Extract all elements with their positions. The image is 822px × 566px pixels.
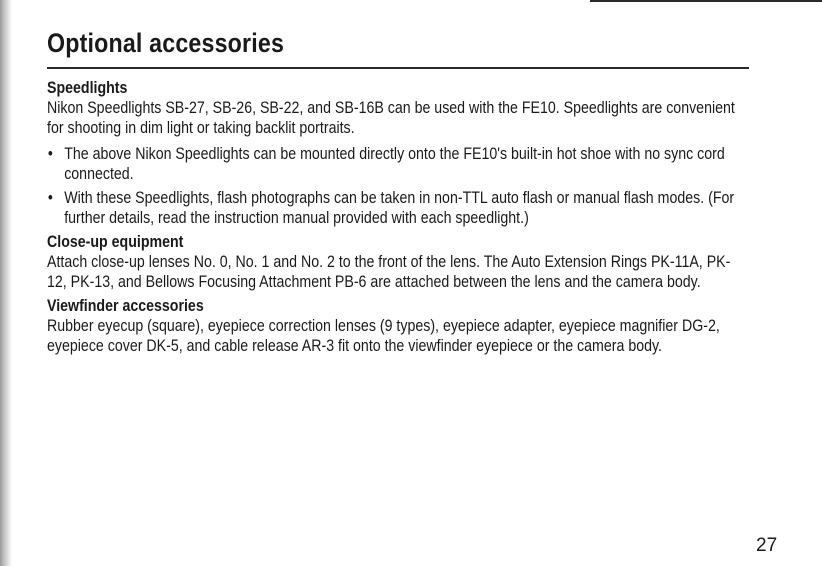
bullet-icon: • (47, 189, 53, 207)
bullet-icon: • (47, 145, 53, 163)
bullet-item (47, 188, 735, 228)
section-body-viewfinder: Rubber eyecup (square), eyepiece correction lenses (9 types), eyepiece adapter, eyepiece magnifier DG-2, eyepiece cover DK-5, and cable release AR-3 fit onto the viewfinder eyepiece or the camera body. (47, 317, 720, 355)
book-spine-shadow (0, 0, 12, 566)
section-viewfinder (47, 296, 735, 356)
section-close-up (47, 232, 735, 292)
section-body-close-up: Attach close-up lenses No. 0, No. 1 and No. 2 to the front of the lens. The Auto Extension Rings PK-11A, PK-12, PK-13, and Bellows Focusing Attachment PB-6 are attached between the lens and the camera body. (47, 253, 731, 291)
top-edge-rule (590, 0, 822, 2)
bullet-item (47, 144, 735, 184)
bullet-text: With these Speedlights, flash photographs can be taken in non-TTL auto flash or manual flash modes. (For further details, read the instruction manual provided with each speedlight.) (64, 189, 735, 227)
section-speedlights (47, 78, 735, 228)
title-divider (47, 67, 749, 69)
section-body-speedlights: Nikon Speedlights SB-27, SB-26, SB-22, and SB-16B can be used with the FE10. Speedlights are convenient for shooting in dim light or taking backlit portraits. (47, 99, 735, 137)
speedlights-bullet-list (47, 144, 735, 228)
page-title: Optional accessories (47, 28, 285, 58)
section-heading-close-up: Close-up equipment (47, 233, 184, 251)
page-content (47, 78, 735, 360)
page-number: 27 (756, 535, 778, 556)
section-heading-speedlights: Speedlights (47, 79, 128, 97)
section-heading-viewfinder: Viewfinder accessories (47, 297, 204, 315)
bullet-text: The above Nikon Speedlights can be mounted directly onto the FE10's built-in hot shoe with no sync cord connected. (64, 145, 725, 183)
